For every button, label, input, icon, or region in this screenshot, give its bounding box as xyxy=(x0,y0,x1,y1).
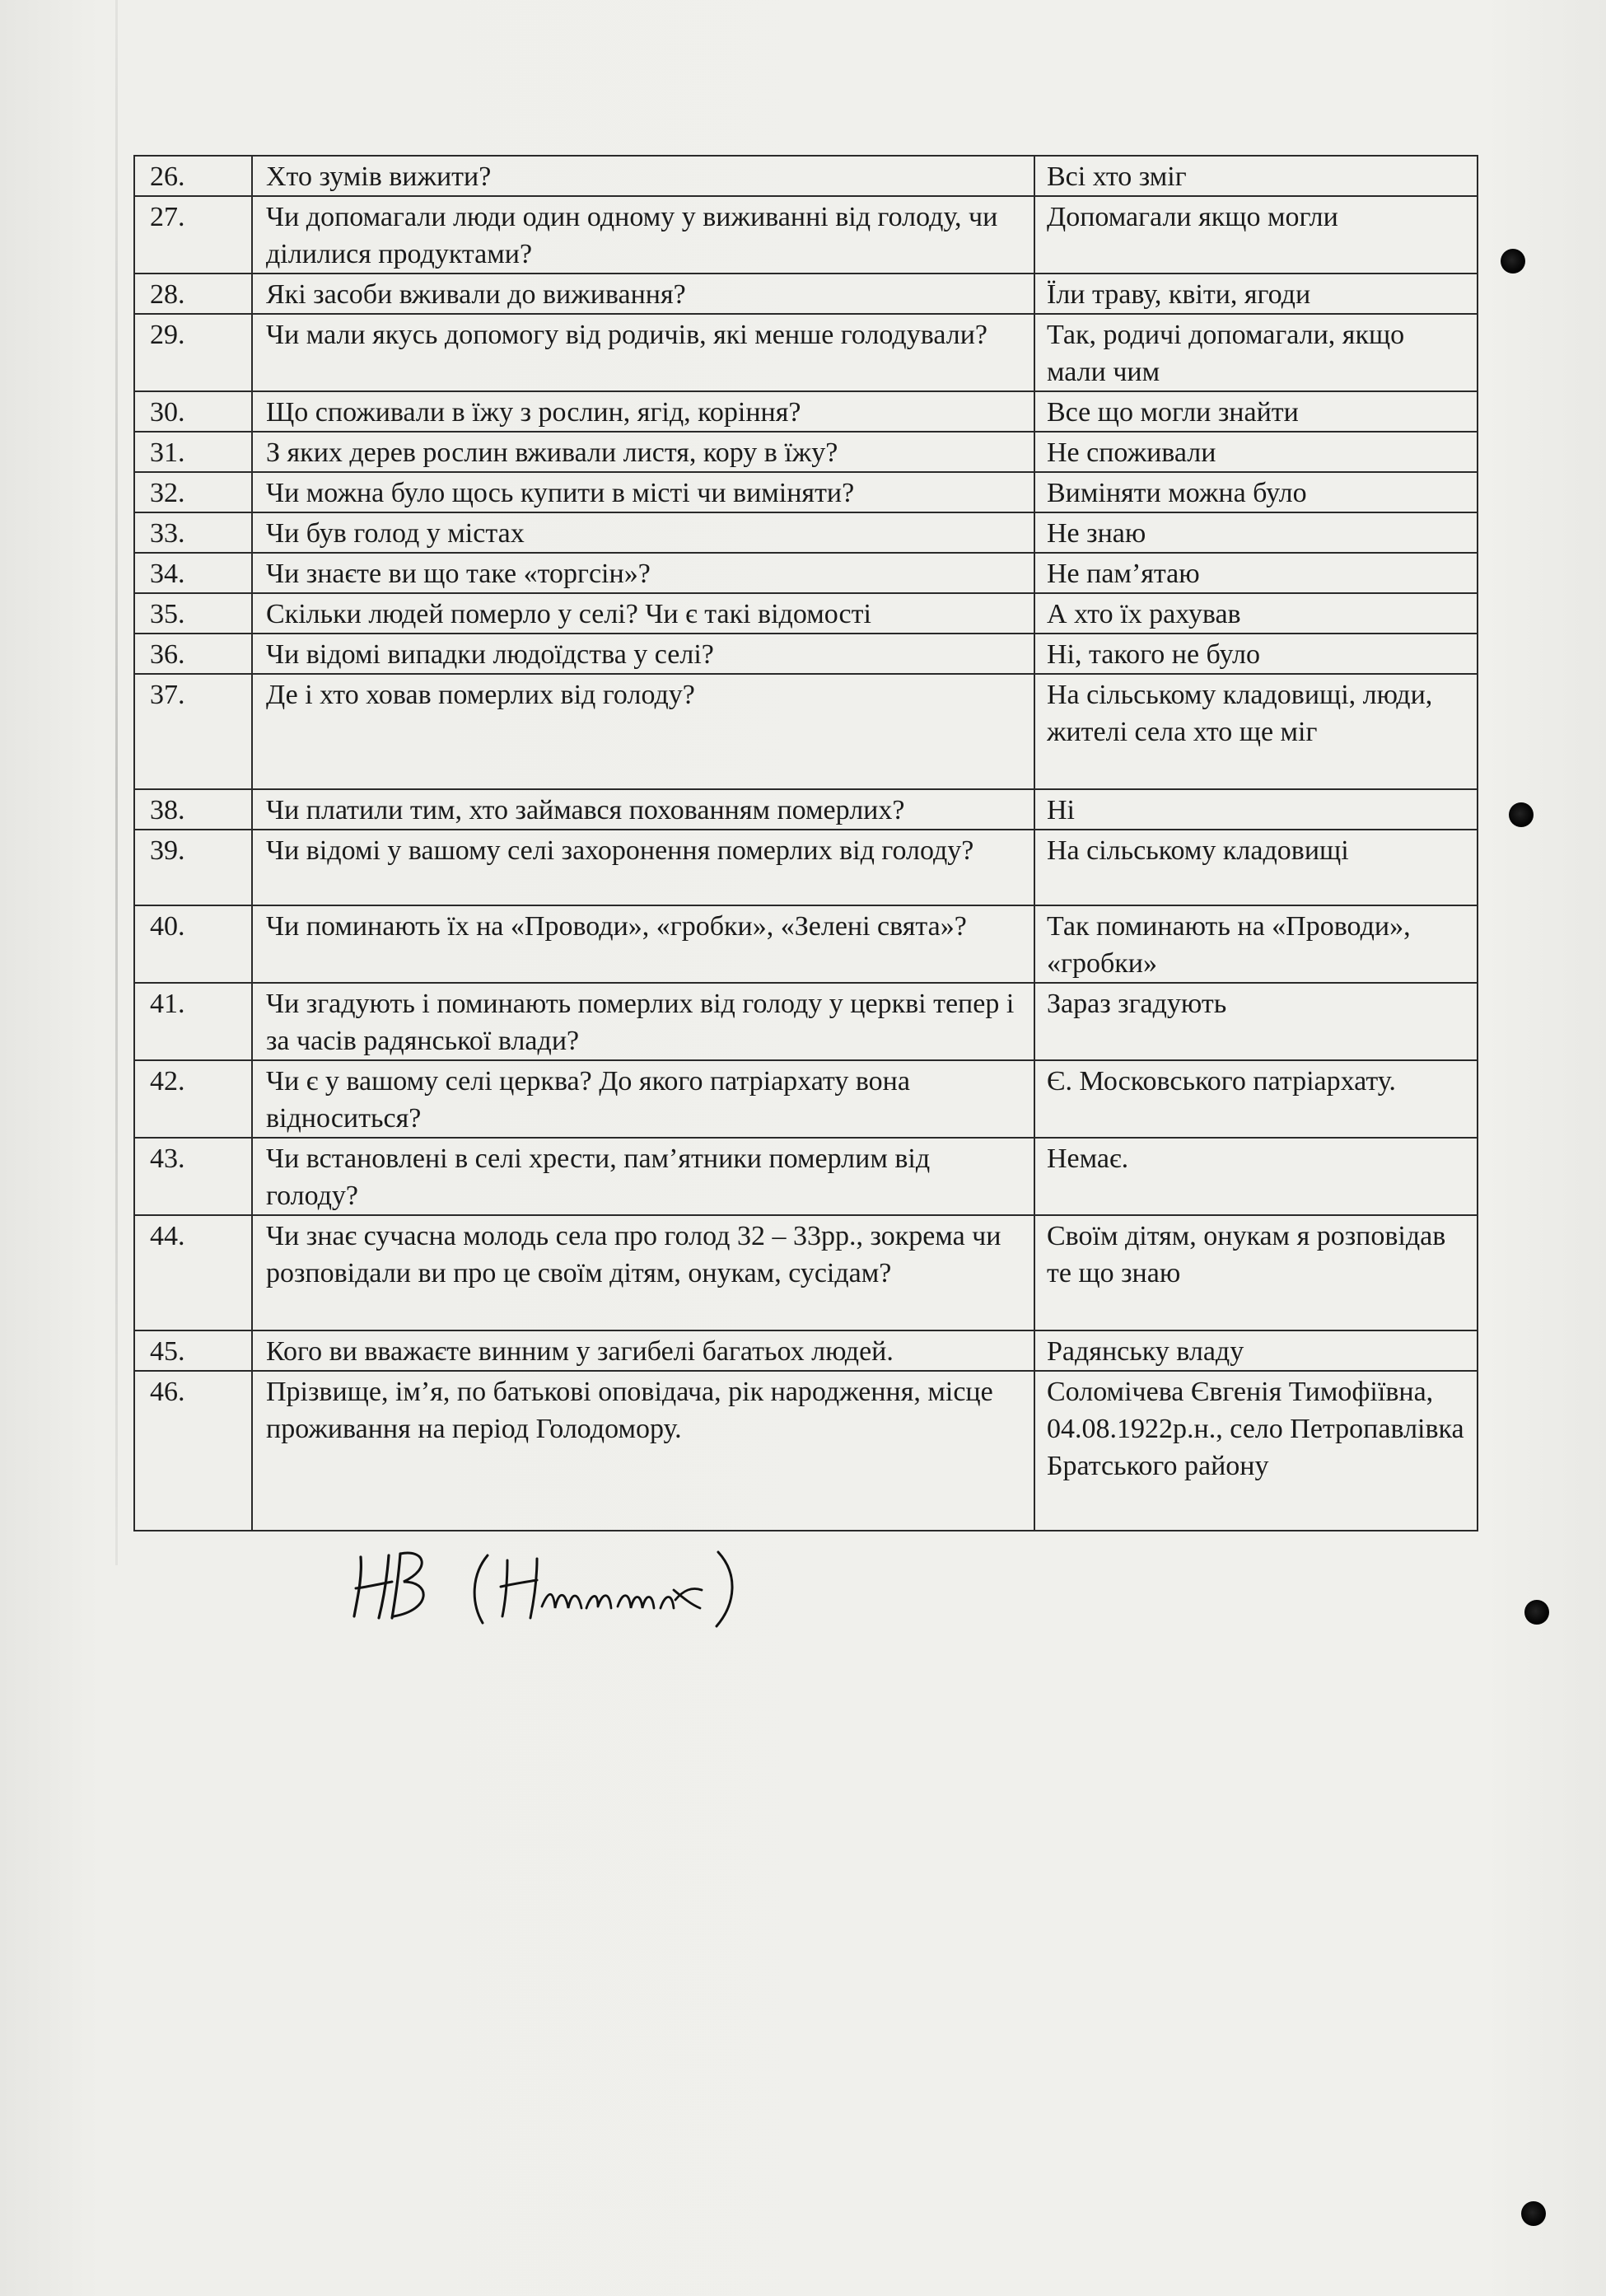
answer-text-cell xyxy=(1034,1371,1478,1531)
question-text-cell xyxy=(252,1371,1034,1531)
question-number-cell xyxy=(134,789,252,830)
answer-text: Допомагали якщо могли xyxy=(1047,202,1338,232)
question-text-cell xyxy=(252,789,1034,830)
question-text-cell xyxy=(252,314,1034,391)
answer-text: А хто їх рахував xyxy=(1047,599,1241,629)
question-text: Чи платили тим, хто займався похованням померлих? xyxy=(266,795,905,825)
question-number: 33. xyxy=(150,518,185,549)
answer-text-cell xyxy=(1034,593,1478,634)
table-row xyxy=(134,274,1478,314)
question-number-cell xyxy=(134,1138,252,1215)
question-text-cell xyxy=(252,274,1034,314)
table-row xyxy=(134,314,1478,391)
question-text: Чи можна було щось купити в місті чи виміняти? xyxy=(266,478,855,508)
answer-text-cell xyxy=(1034,196,1478,274)
question-text-cell xyxy=(252,472,1034,512)
question-number: 41. xyxy=(150,989,185,1019)
question-text-cell xyxy=(252,391,1034,432)
question-number: 37. xyxy=(150,680,185,710)
table-row xyxy=(134,156,1478,196)
question-number: 40. xyxy=(150,911,185,942)
question-number: 45. xyxy=(150,1336,185,1367)
question-text: Чи встановлені в селі хрести, пам’ятники померлим від голоду? xyxy=(266,1143,931,1211)
table-row xyxy=(134,634,1478,674)
question-text: Скільки людей померло у селі? Чи є такі відомості xyxy=(266,599,871,629)
answer-text: На сільському кладовищі xyxy=(1047,835,1349,866)
question-number: 38. xyxy=(150,795,185,825)
question-number-cell xyxy=(134,593,252,634)
answer-text-cell xyxy=(1034,314,1478,391)
question-text-cell xyxy=(252,830,1034,905)
question-text: Чи знаєте ви що таке «торгсін»? xyxy=(266,559,651,589)
answer-text-cell xyxy=(1034,156,1478,196)
answer-text: Так, родичі допомагали, якщо мали чим xyxy=(1047,320,1405,387)
answer-text-cell xyxy=(1034,905,1478,983)
answer-text-cell xyxy=(1034,553,1478,593)
question-text: Що споживали в їжу з рослин, ягід, коріння? xyxy=(266,397,801,428)
table-row xyxy=(134,472,1478,512)
table-row xyxy=(134,1060,1478,1138)
answer-text-cell xyxy=(1034,432,1478,472)
question-number-cell xyxy=(134,196,252,274)
answer-text-cell xyxy=(1034,1060,1478,1138)
question-text: Прізвище, ім’я, по батькові оповідача, рік народження, місце проживання на період Голодомору. xyxy=(266,1377,993,1444)
question-text: Хто зумів вижити? xyxy=(266,161,492,192)
question-number: 42. xyxy=(150,1066,185,1097)
answer-text-cell xyxy=(1034,634,1478,674)
question-number-cell xyxy=(134,983,252,1060)
question-text: З яких дерев рослин вживали листя, кору в їжу? xyxy=(266,437,838,468)
table-row xyxy=(134,553,1478,593)
table-row xyxy=(134,830,1478,905)
answer-text: На сільському кладовищі, люди, жителі села хто ще міг xyxy=(1047,680,1433,747)
answer-text-cell xyxy=(1034,674,1478,789)
question-number: 27. xyxy=(150,202,185,232)
answer-text: Виміняти можна було xyxy=(1047,478,1307,508)
answer-text: Є. Московського патріархату. xyxy=(1047,1066,1396,1097)
answer-text-cell xyxy=(1034,1138,1478,1215)
question-number: 35. xyxy=(150,599,185,629)
answer-text: Немає. xyxy=(1047,1143,1129,1174)
table-row xyxy=(134,1330,1478,1371)
question-text-cell xyxy=(252,905,1034,983)
table-row xyxy=(134,196,1478,274)
question-number: 46. xyxy=(150,1377,185,1407)
answer-text: Своїм дітям, онукам я розповідав те що знаю xyxy=(1047,1221,1446,1288)
answer-text-cell xyxy=(1034,983,1478,1060)
answer-text-cell xyxy=(1034,391,1478,432)
table-row xyxy=(134,789,1478,830)
question-number: 36. xyxy=(150,639,185,670)
question-text: Чи поминають їх на «Проводи», «гробки», «Зелені свята»? xyxy=(266,911,967,942)
question-number-cell xyxy=(134,830,252,905)
table-row xyxy=(134,432,1478,472)
question-text: Чи допомагали люди один одному у виживанні від голоду, чи ділилися продуктами? xyxy=(266,202,998,269)
question-text-cell xyxy=(252,983,1034,1060)
answer-text: Всі хто зміг xyxy=(1047,161,1187,192)
question-number-cell xyxy=(134,314,252,391)
answer-text-cell xyxy=(1034,512,1478,553)
question-number: 44. xyxy=(150,1221,185,1251)
answer-text: Ні xyxy=(1047,795,1075,825)
answer-text-cell xyxy=(1034,830,1478,905)
answer-text: Ні, такого не було xyxy=(1047,639,1261,670)
question-text-cell xyxy=(252,634,1034,674)
punch-hole-upper-middle xyxy=(1509,802,1534,827)
question-text: Де і хто ховав померлих від голоду? xyxy=(266,680,695,710)
answer-text: Так поминають на «Проводи», «гробки» xyxy=(1047,911,1411,979)
question-number: 43. xyxy=(150,1143,185,1174)
page-edge-shadow xyxy=(115,0,118,1565)
question-text-cell xyxy=(252,1330,1034,1371)
table-row xyxy=(134,512,1478,553)
question-number-cell xyxy=(134,553,252,593)
question-text-cell xyxy=(252,674,1034,789)
table-row xyxy=(134,391,1478,432)
question-number: 26. xyxy=(150,161,185,192)
question-text-cell xyxy=(252,1138,1034,1215)
question-text: Чи згадують і поминають померлих від голоду у церкві тепер і за часів радянської влади? xyxy=(266,989,1015,1056)
question-number: 32. xyxy=(150,478,185,508)
answer-text: Не споживали xyxy=(1047,437,1216,468)
question-number-cell xyxy=(134,274,252,314)
question-number-cell xyxy=(134,905,252,983)
question-number-cell xyxy=(134,432,252,472)
question-number-cell xyxy=(134,1371,252,1531)
question-text-cell xyxy=(252,553,1034,593)
question-text: Чи є у вашому селі церква? До якого патріархату вона відноситься? xyxy=(266,1066,910,1134)
question-number-cell xyxy=(134,634,252,674)
question-text: Чи відомі випадки людоїдства у селі? xyxy=(266,639,714,670)
question-text: Кого ви вважаєте винним у загибелі багатьох людей. xyxy=(266,1336,894,1367)
table-row xyxy=(134,674,1478,789)
question-number-cell xyxy=(134,472,252,512)
question-number: 29. xyxy=(150,320,185,350)
question-number-cell xyxy=(134,1330,252,1371)
question-text-cell xyxy=(252,156,1034,196)
question-text-cell xyxy=(252,593,1034,634)
answer-text: Їли траву, квіти, ягоди xyxy=(1047,279,1311,310)
question-number-cell xyxy=(134,1215,252,1330)
answer-text: Не знаю xyxy=(1047,518,1146,549)
question-number-cell xyxy=(134,156,252,196)
question-text-cell xyxy=(252,512,1034,553)
question-text-cell xyxy=(252,1215,1034,1330)
table-row xyxy=(134,983,1478,1060)
punch-hole-top xyxy=(1501,249,1525,274)
questionnaire-table xyxy=(133,155,1478,1531)
question-number: 34. xyxy=(150,559,185,589)
answer-text: Зараз згадують xyxy=(1047,989,1227,1019)
question-number-cell xyxy=(134,674,252,789)
table-row xyxy=(134,1371,1478,1531)
answer-text-cell xyxy=(1034,1215,1478,1330)
table-row xyxy=(134,1138,1478,1215)
handwritten-signature xyxy=(346,1541,774,1631)
question-number-cell xyxy=(134,1060,252,1138)
question-text: Чи знає сучасна молодь села про голод 32 – 33рр., зокрема чи розповідали ви про це своїм дітям, онукам, сусідам? xyxy=(266,1221,1001,1288)
answer-text-cell xyxy=(1034,789,1478,830)
question-number-cell xyxy=(134,512,252,553)
answer-text-cell xyxy=(1034,472,1478,512)
table-row xyxy=(134,905,1478,983)
question-text-cell xyxy=(252,196,1034,274)
question-number: 30. xyxy=(150,397,185,428)
answer-text: Соломічева Євгенія Тимофіївна, 04.08.1922р.н., село Петропавлівка Братського району xyxy=(1047,1377,1464,1481)
question-text-cell xyxy=(252,432,1034,472)
answer-text-cell xyxy=(1034,274,1478,314)
question-text-cell xyxy=(252,1060,1034,1138)
table-row xyxy=(134,593,1478,634)
question-number: 31. xyxy=(150,437,185,468)
punch-hole-lower-middle xyxy=(1524,1600,1549,1625)
table-row xyxy=(134,1215,1478,1330)
answer-text: Радянську владу xyxy=(1047,1336,1244,1367)
answer-text: Не пам’ятаю xyxy=(1047,559,1200,589)
question-number-cell xyxy=(134,391,252,432)
answer-text: Все що могли знайти xyxy=(1047,397,1299,428)
question-number: 28. xyxy=(150,279,185,310)
question-number: 39. xyxy=(150,835,185,866)
punch-hole-bottom xyxy=(1521,2201,1546,2226)
question-text: Які засоби вживали до виживання? xyxy=(266,279,686,310)
answer-text-cell xyxy=(1034,1330,1478,1371)
question-text: Чи був голод у містах xyxy=(266,518,525,549)
question-text: Чи мали якусь допомогу від родичів, які менше голодували? xyxy=(266,320,987,350)
question-text: Чи відомі у вашому селі захоронення померлих від голоду? xyxy=(266,835,974,866)
